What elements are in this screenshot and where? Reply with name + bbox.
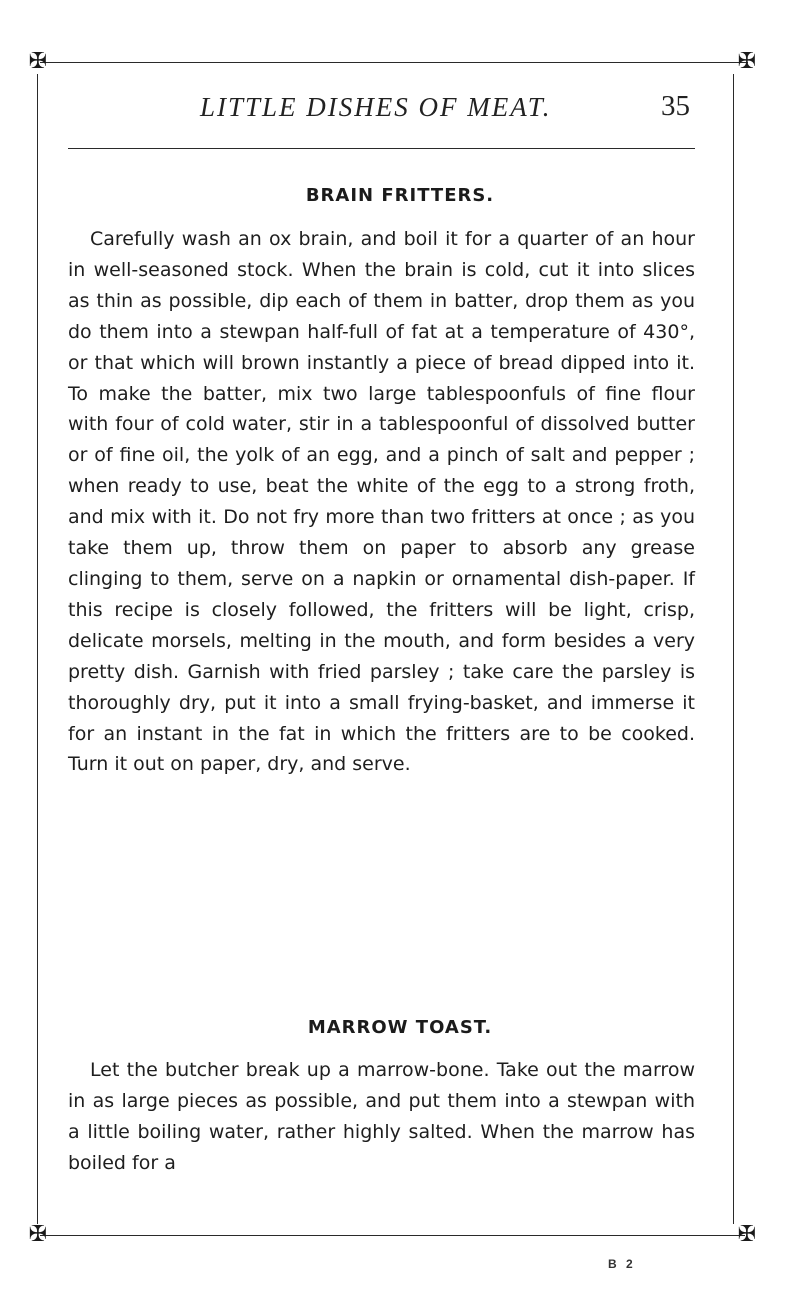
recipe-heading-brain-fritters: BRAIN FRITTERS.: [305, 185, 495, 206]
corner-ornament-top-left-icon: ✠: [28, 49, 48, 74]
recipe-text-brain-fritters: Carefully wash an ox brain, and boil it for a quarter of an hour in well-seasoned stock. When the brain is cold, cut it into slices as thin as possible, dip each of them in batter, drop them as you do them into a stewpan half-full of fat at a temperature of 430°, or that which will brown instantly a piece of bread dipped into it. To make the batter, mix two large tablespoonfuls of fine flour with four of cold water, stir in a tablespoonful of dissolved butter or of fine oil, the yolk of an egg, and a pinch of salt and pepper ; when ready to use, beat the white of the egg to a strong froth, and mix with it. Do not fry more than two fritters at once ; as you take them up, throw them on paper to absorb any grease clinging to them, serve on a napkin or ornamental dish-paper. If this recipe is closely followed, the fritters will be light, crisp, delicate morsels, melting in the mouth, and form besides a very pretty dish. Garnish with fried parsley ; take care the parsley is thoroughly dry, put it into a small frying-basket, and immerse it for an instant in the fat in which the fritters are to be cooked. Turn it out on paper, dry, and serve.: [68, 228, 695, 776]
recipe-text-marrow-toast: Let the butcher break up a marrow-bone. Take out the marrow in as large pieces as possible, and put them into a stewpan with a little boiling water, rather highly salted. When the marrow has boiled for a: [68, 1059, 695, 1174]
corner-ornament-bottom-right-icon: ✠: [737, 1222, 757, 1247]
header-rule: [68, 148, 695, 149]
corner-ornament-top-right-icon: ✠: [737, 49, 757, 74]
page-number: 35: [661, 90, 690, 122]
recipe-heading-marrow-toast: MARROW TOAST.: [307, 1017, 493, 1038]
top-border-rule: [40, 62, 748, 63]
signature-mark: B 2: [608, 1257, 636, 1271]
corner-ornament-bottom-left-icon: ✠: [28, 1222, 48, 1247]
right-border-rule: [733, 74, 734, 1224]
running-title: LITTLE DISHES OF MEAT.: [200, 92, 552, 122]
left-border-rule: [37, 74, 38, 1224]
bottom-border-rule: [40, 1235, 745, 1236]
